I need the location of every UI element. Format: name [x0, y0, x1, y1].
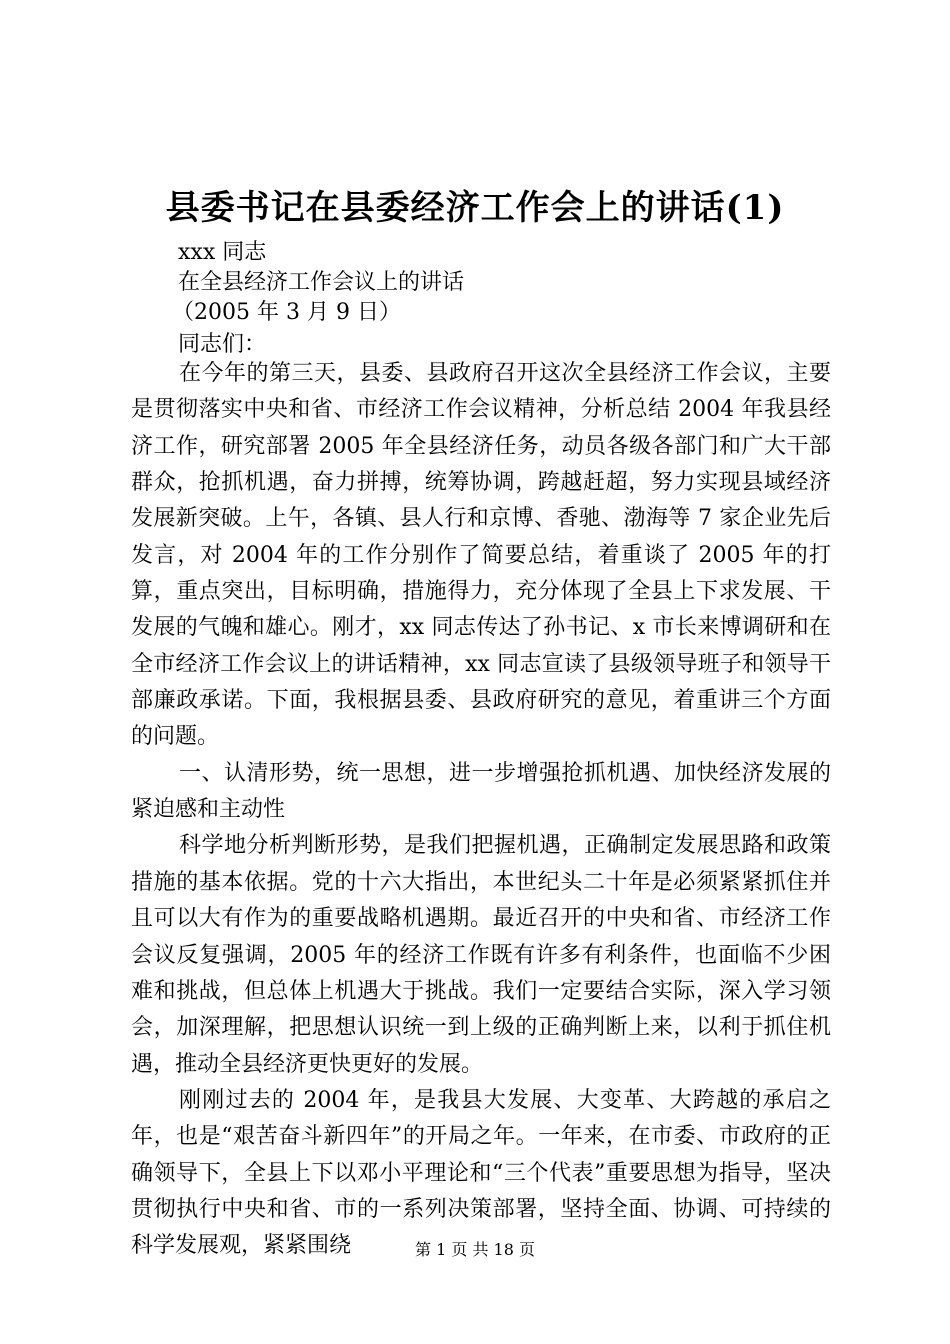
speech-body — [131, 356, 831, 1265]
section-heading-1: 一、认清形势，统一思想，进一步增强抢抓机遇、加快经济发展的紧迫感和主动性 — [131, 760, 831, 823]
speaker-line: xxx 同志 — [178, 240, 267, 265]
paragraph-opening: 在今年的第三天，县委、县政府召开这次全县经济工作会议，主要是贯彻落实中央和省、市经济工作会议精神，分析总结 2004 年我县经济工作，研究部署 2005 年全县经济任务，动员各级各部门和广大干部群众，抢抓机遇，奋力拼搏，统筹协调，跨越赶超，努力实现县域经济发展新突破。上午，各镇、县人行和京博、香驰、渤海等 7 家企业先后发言，对 2004 年的工作分别作了简要总结，着重谈了 2005 年的打算，重点突出，目标明确，措施得力，充分体现了全县上下求发展、干发展的气魄和雄心。刚才，xx 同志传达了孙书记、x 市长来博调研和在全市经济工作会议上的讲话精神，xx 同志宣读了县级领导班子和领导干部廉政承诺。下面，我根据县委、县政府研究的意见，着重讲三个方面的问题。 — [131, 361, 831, 750]
salutation: 同志们： — [178, 332, 267, 357]
document-title: 县委书记在县委经济工作会上的讲话(1) — [165, 188, 785, 228]
paragraph-2004-review: 刚刚过去的 2004 年，是我县大发展、大变革、大跨越的承启之年，也是“艰苦奋斗新四年”的开局之年。一年来，在市委、市政府的正确领导下，全县上下以邓小平理论和“三个代表”重要思想为指导，坚决贯彻执行中央和省、市的一系列决策部署，坚持全面、协调、可持续的科学发展观，紧紧围绕 — [131, 1087, 831, 1259]
speech-subtitle: 在全县经济工作会议上的讲话 — [178, 270, 465, 295]
paragraph-situation-analysis: 科学地分析判断形势，是我们把握机遇，正确制定发展思路和政策措施的基本依据。党的十六大指出，本世纪头二十年是必须紧紧抓住并且可以大有作为的重要战略机遇期。最近召开的中央和省、市经济工作会议反复强调，2005 年的经济工作既有许多有利条件，也面临不少困难和挑战，但总体上机遇大于挑战。我们一定要结合实际，深入学习领会，加深理解，把思想认识统一到上级的正确判断上来，以利于抓住机遇，推动全县经济更快更好的发展。 — [131, 833, 831, 1077]
page-number-footer: 第 1 页 共 18 页 — [415, 1240, 535, 1259]
speech-date: （2005 年 3 月 9 日） — [172, 300, 401, 325]
